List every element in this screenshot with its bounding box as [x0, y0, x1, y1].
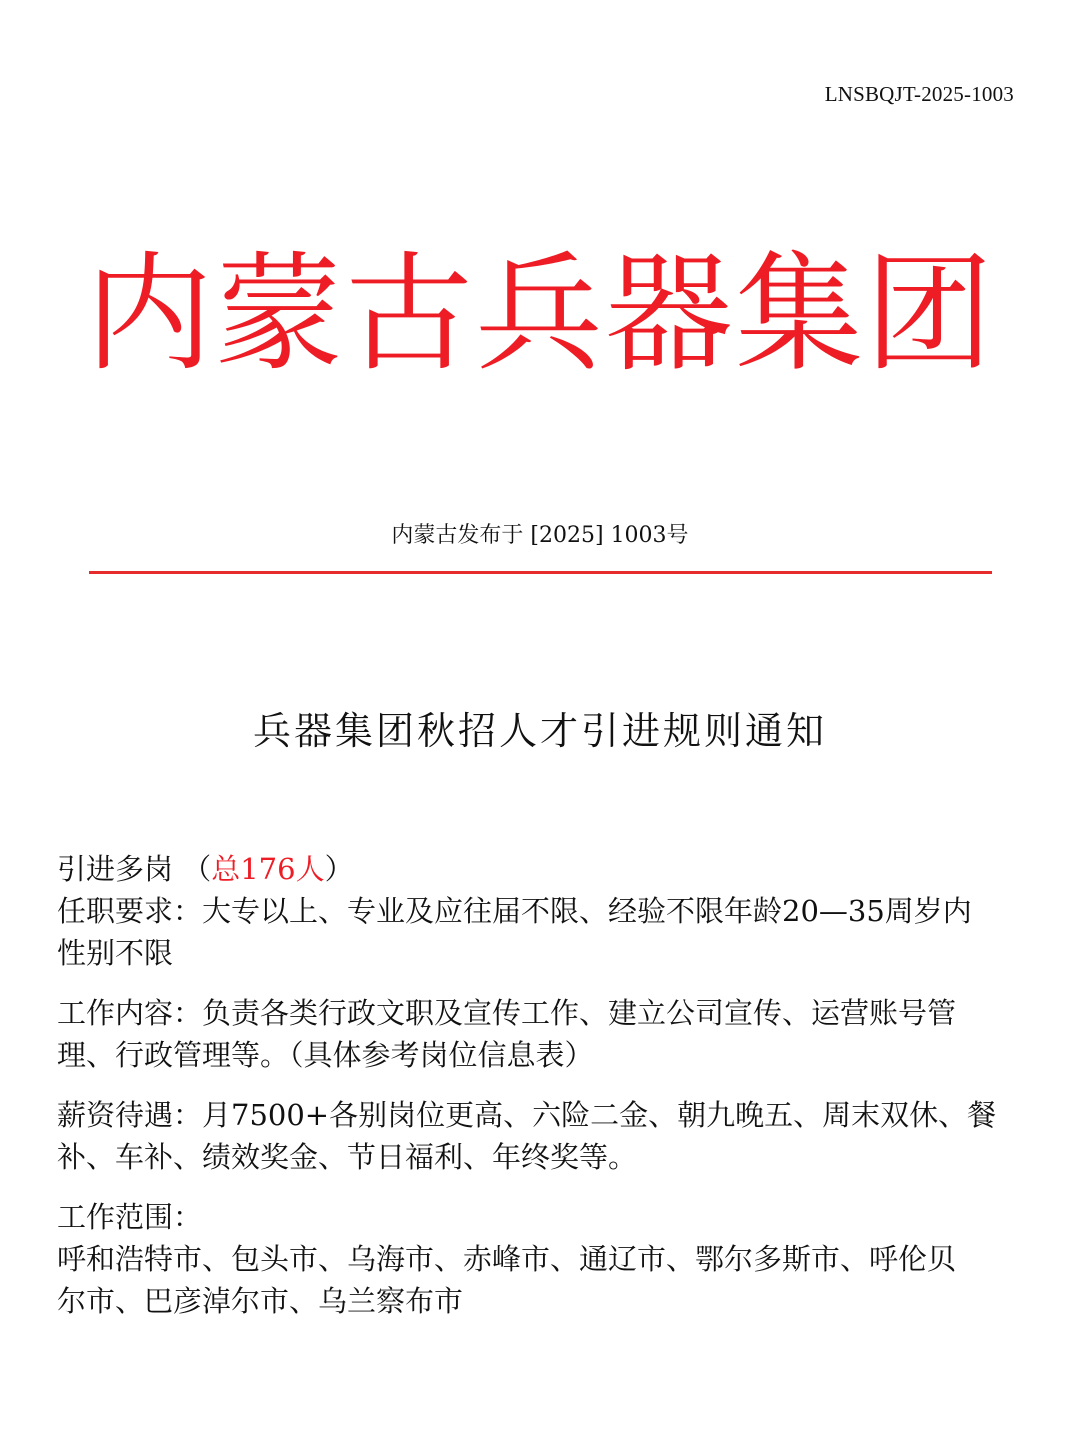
- issue-number-line: 内蒙古发布于 [2025] 1003号: [391, 523, 689, 548]
- organization-title: 内蒙古兵器集团: [84, 240, 995, 389]
- document-code: LNSBQJT-2025-1003: [824, 82, 1014, 106]
- work-content-line-1: 工作内容：负责各类行政文职及宣传工作、建立公司宣传、运营账号管: [57, 996, 957, 1030]
- intro-prefix: 引进多岗 （: [57, 852, 212, 886]
- salary-line-1: 薪资待遇：月7500+各别岗位更高、六险二金、朝九晚五、周末双休、餐: [57, 1098, 997, 1132]
- work-scope-line-2: 尔市、巴彦淖尔市、乌兰察布市: [57, 1284, 464, 1318]
- intro-suffix: ）: [324, 852, 354, 886]
- notice-body: [57, 848, 1032, 1322]
- work-scope-label: 工作范围：: [57, 1200, 203, 1234]
- work-scope-line-1: 呼和浩特市、包头市、乌海市、赤峰市、通辽市、鄂尔多斯市、呼伦贝: [57, 1242, 957, 1276]
- requirements-line-2: 性别不限: [57, 936, 174, 970]
- requirements-line-1: 任职要求：大专以上、专业及应往届不限、经验不限年龄20—35周岁内: [57, 894, 972, 928]
- red-divider-rule: [89, 571, 992, 574]
- work-content-line-2: 理、行政管理等。（具体参考岗位信息表）: [57, 1038, 594, 1072]
- intro-line: [57, 848, 1032, 890]
- salary-line-2: 补、车补、绩效奖金、节日福利、年终奖等。: [57, 1140, 638, 1174]
- notice-title: 兵器集团秋招人才引进规则通知: [252, 709, 827, 753]
- total-headcount: 总176人: [211, 852, 325, 886]
